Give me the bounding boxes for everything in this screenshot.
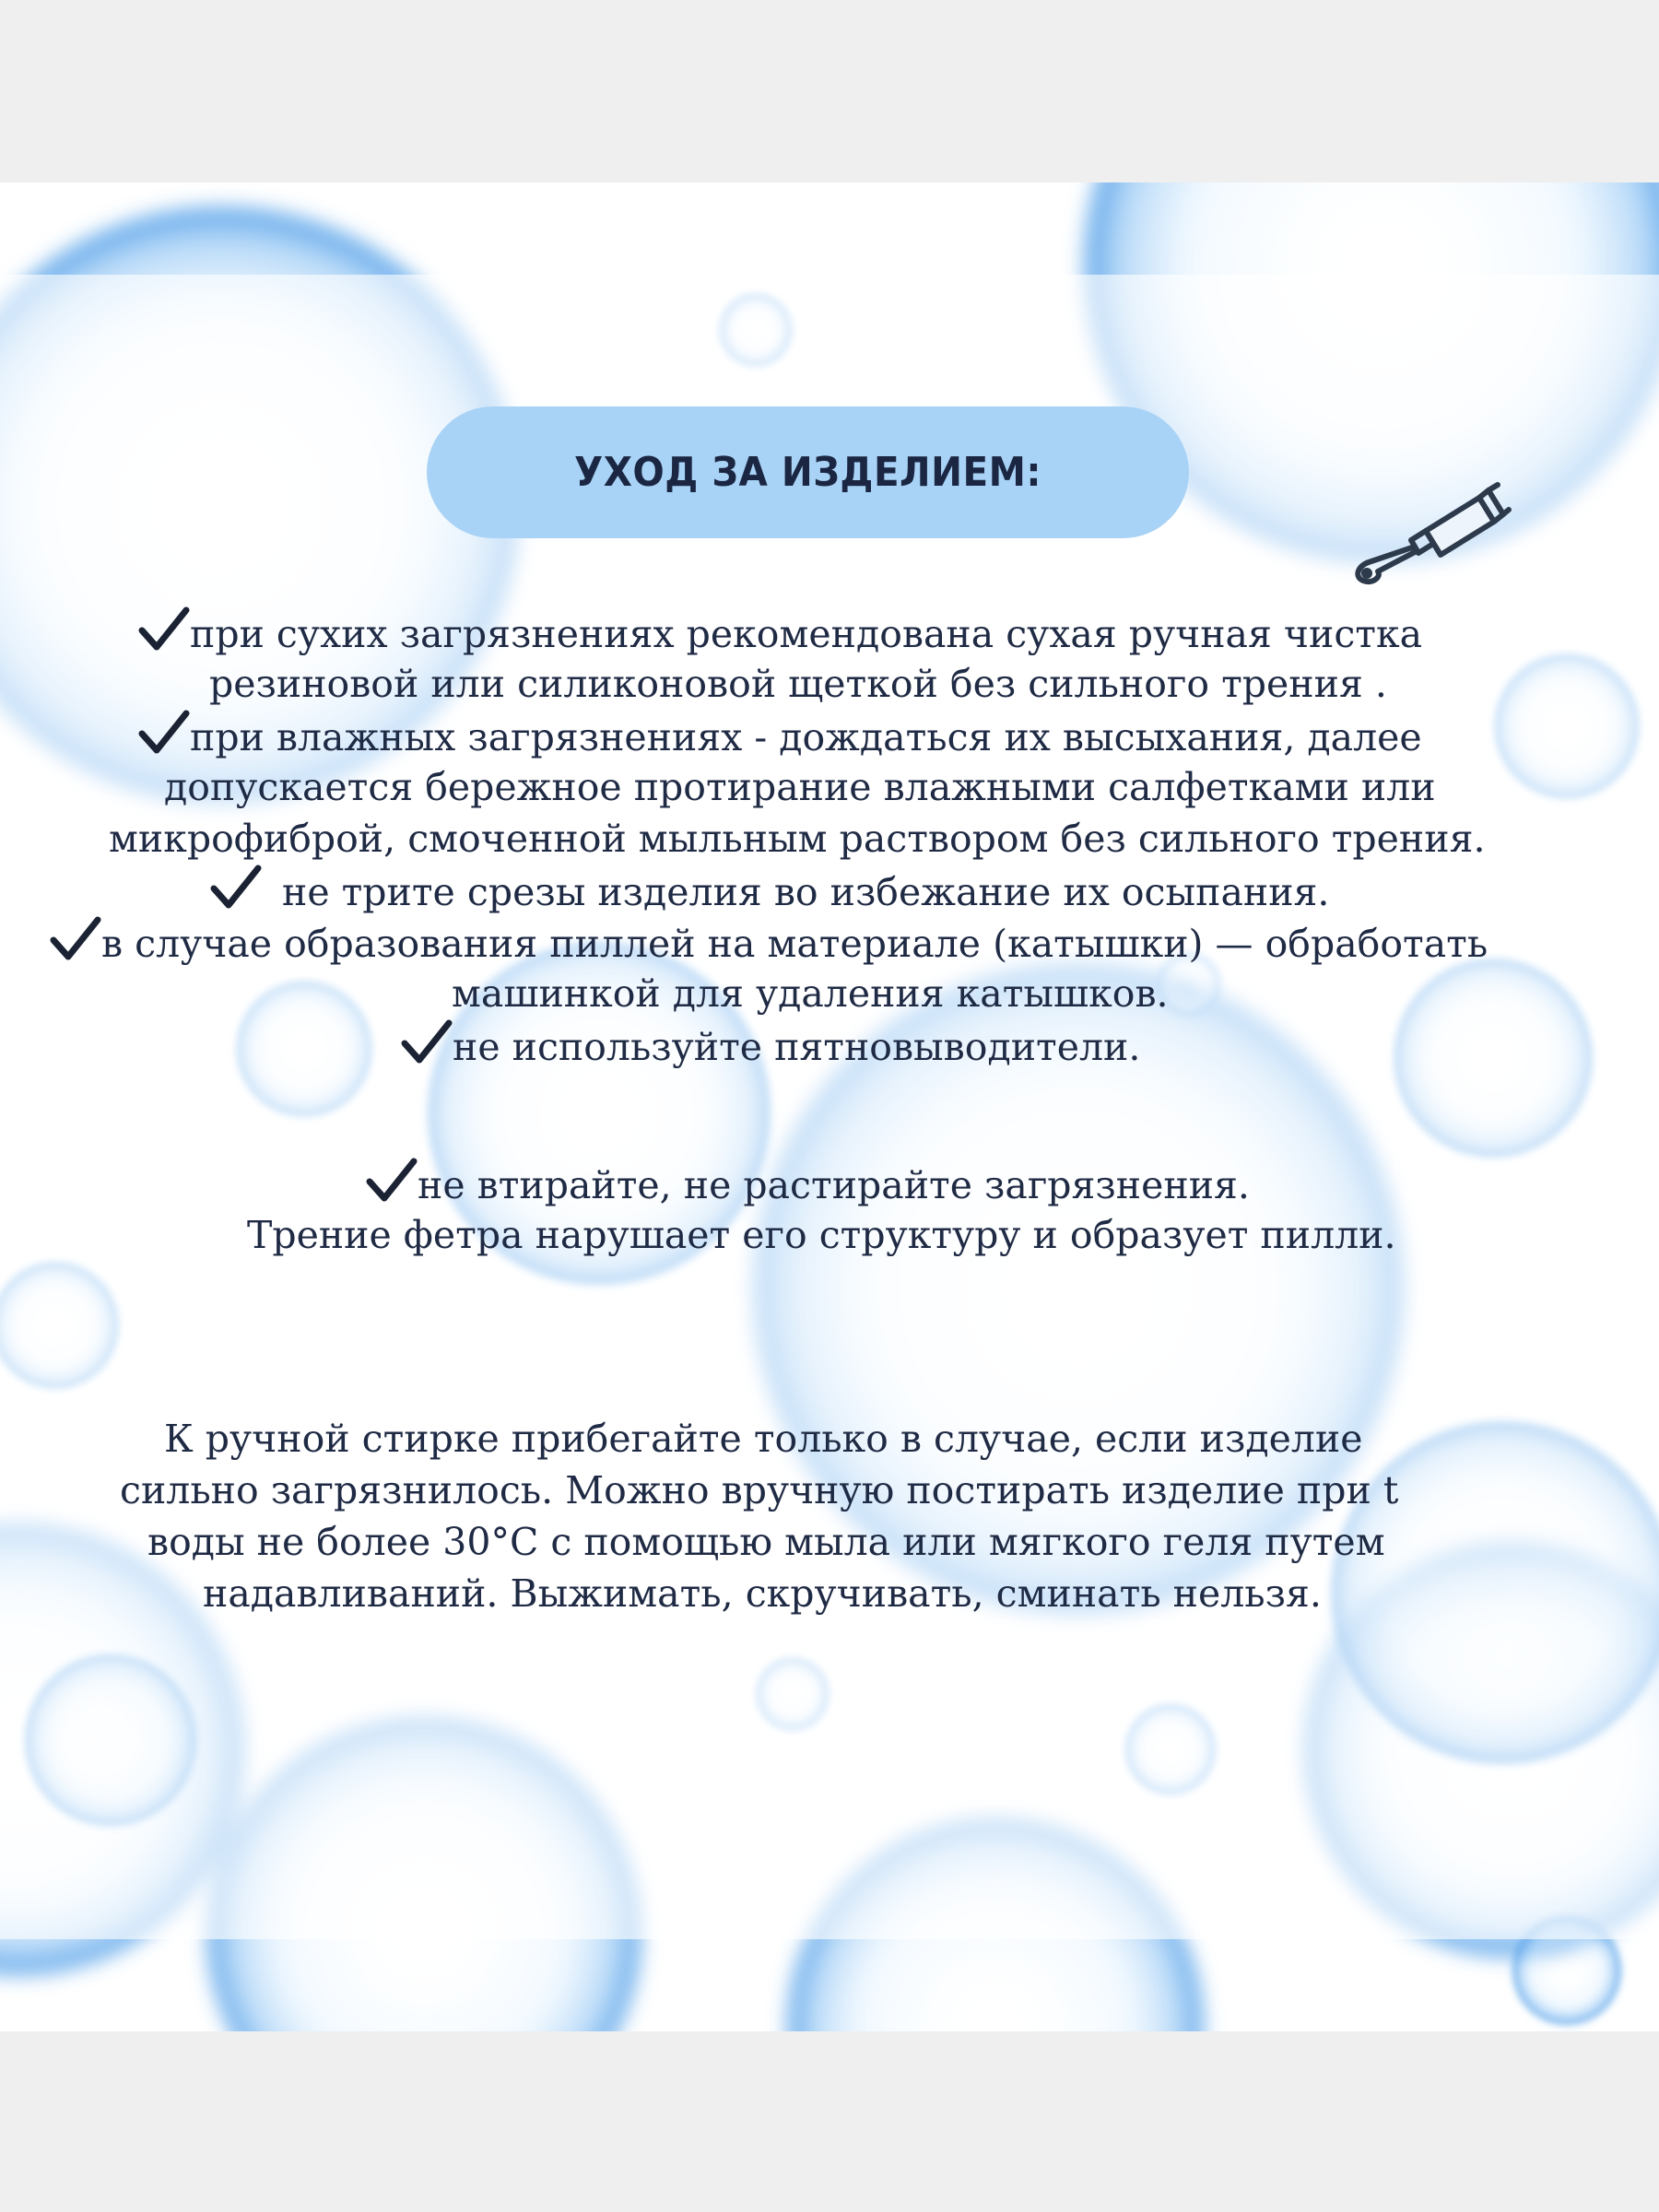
checkmark-icon xyxy=(50,916,101,962)
lint-roller-icon xyxy=(1341,459,1525,588)
checkmark-icon xyxy=(138,710,190,756)
checkmark-icon xyxy=(366,1158,418,1204)
checkmark-icon xyxy=(138,606,190,653)
care-card: УХОД ЗА ИЗДЕЛИЕМ: при сухих загрязнениях рекомендована сухая ручная чистка резиновой или силиконовой щеткой без сильного трения . при влажных загрязнениях - дождаться их высыхания, далее допускается бережное протирание влажными салфетками или микрофиброй, смоченной мыльным раствором без сильного трения. не трите срезы изделия во избежание их осыпания. в случае образования пиллей на материале (катышки) — обработать машинкой для удаления катышков. не используйте пятновыводители. не втирайте, не растирайте загрязнения. Трение фетра нарушает его структуру и образует пилли. К ручной стирке прибегайте только в случае, если изделие сильно загрязнилось. Можно вручную постирать изделие при t воды не более 30°С с помощью мыла или мягкого геля путем надавливаний. Выжимать, скручивать, сминать нельзя. xyxy=(0,182,1659,2031)
page-title: УХОД ЗА ИЗДЕЛИЕМ: xyxy=(574,449,1041,496)
checkmark-icon xyxy=(401,1019,453,1065)
title-pill xyxy=(427,406,1189,538)
checkmark-icon xyxy=(210,865,262,911)
